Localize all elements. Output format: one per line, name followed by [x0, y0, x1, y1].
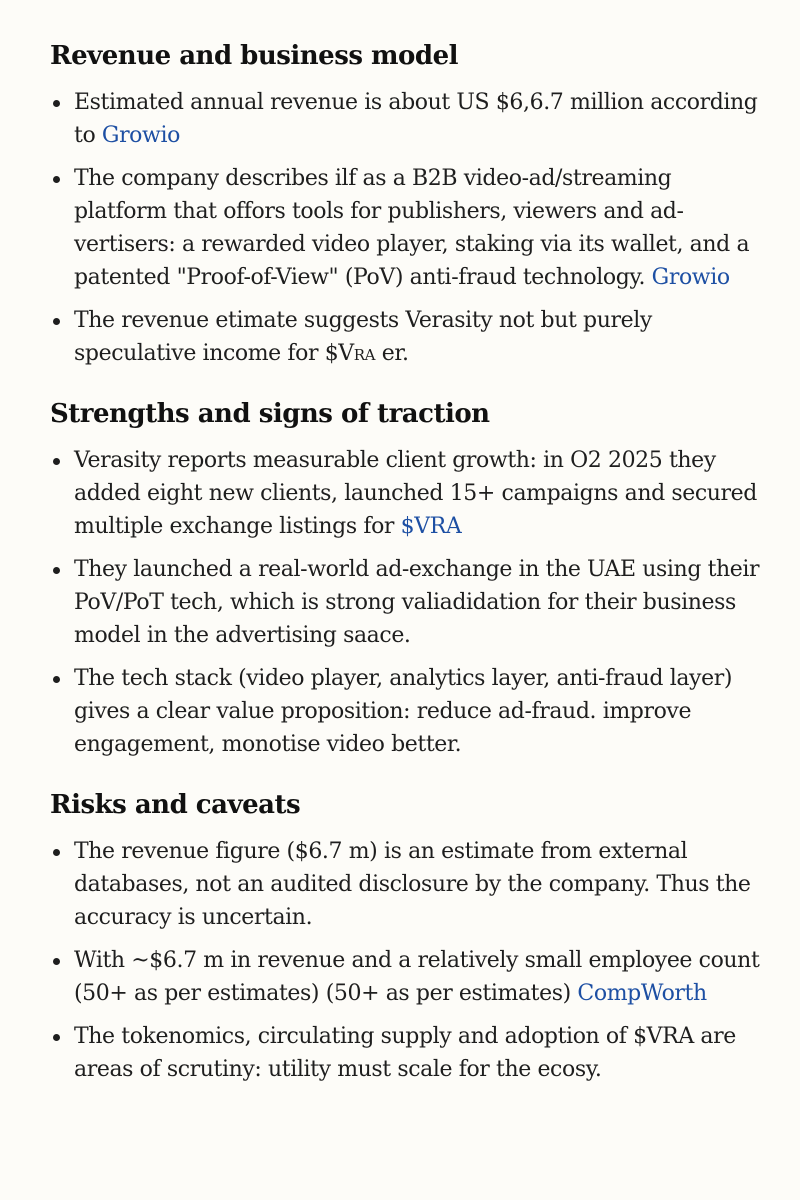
source-link-compworth[interactable]: CompWorth	[577, 981, 707, 1006]
bullet-text: The revenue figure ($6.7 m) is an estimate from external databases, not an audited disclosure by the company. Thus the accuracy is uncertain.	[74, 839, 751, 930]
bullet-text: With ~$6.7 m in revenue and a relatively small employee count (50+ as per estimates) (50+ as per estimates)	[74, 948, 760, 1006]
list-item	[50, 944, 760, 1010]
section-heading-risks: Risks and caveats	[50, 790, 301, 820]
list-item	[50, 553, 760, 652]
source-link-growio[interactable]: Growio	[101, 123, 180, 148]
list-item	[50, 86, 760, 152]
list-item	[50, 444, 760, 543]
bullet-text: The tech stack (video player, analytics layer, anti-fraud layer) gives a clear value proposition: reduce ad-fraud. improve engagement, monotise video better.	[74, 666, 733, 757]
bullet-text: Verasity reports measurable client growth: in O2 2025 they added eight new clients, launched 15+ campaigns and secured multiple exchange listings for	[74, 448, 757, 539]
list-item	[50, 835, 760, 934]
list-item	[50, 662, 760, 761]
source-link-growio[interactable]: Growio	[651, 265, 730, 290]
bullet-text: er.	[375, 341, 409, 366]
list-item	[50, 304, 760, 370]
bullet-text: They launched a real-world ad-exchange in the UAE using their PoV/PoT tech, which is strong valiadidation for their business model in the advertising saace.	[74, 557, 760, 648]
token-ticker: Vra	[338, 341, 376, 366]
bullet-text: The company describes ilf as a B2B video-ad/streaming platform that offors tools for publishers, viewers and advertisers: a rewarded video player, staking via its wallet, and a patented "Proof-of-View" (PoV) anti-fraud technology.	[74, 166, 750, 290]
section-heading-revenue: Revenue and business model	[50, 41, 459, 71]
strengths-bullet-list	[50, 444, 760, 761]
list-item	[50, 162, 760, 294]
bullet-text: The tokenomics, circulating supply and adoption of $VRA are areas of scrutiny: utility must scale for the ecosy.	[74, 1024, 736, 1082]
bullet-text: The revenue etimate suggests Verasity not but purely speculative income for $	[74, 308, 652, 366]
revenue-bullet-list	[50, 86, 760, 370]
source-link-vra[interactable]: $VRA	[400, 514, 462, 539]
list-item	[50, 1020, 760, 1086]
section-heading-strengths: Strengths and signs of traction	[50, 399, 490, 429]
bullet-text: Estimated annual revenue is about US $6,6.7 million according to	[74, 90, 758, 148]
risks-bullet-list	[50, 835, 760, 1086]
